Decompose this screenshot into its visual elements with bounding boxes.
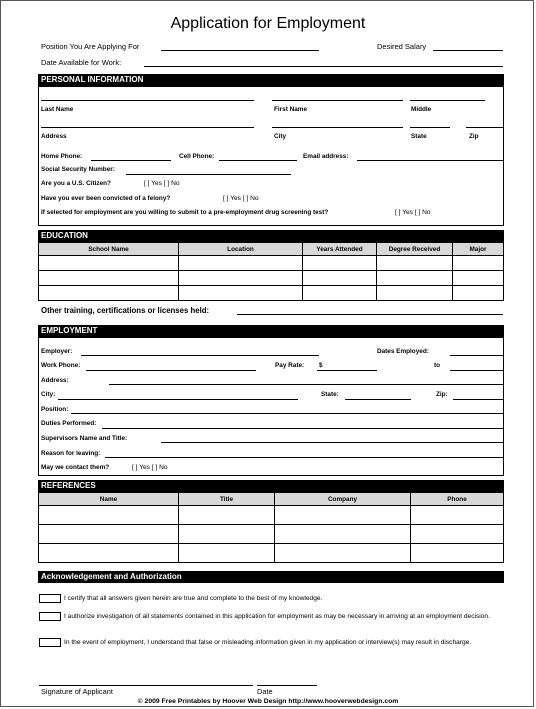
desired-salary-label: Desired Salary: [377, 42, 427, 51]
citizen-options[interactable]: [ ] Yes [ ] No: [144, 180, 180, 187]
table-cell[interactable]: [39, 525, 179, 544]
personal-info-section: [38, 86, 504, 226]
felony-question: Have you ever been convicted of a felony?: [41, 195, 171, 202]
table-cell[interactable]: [179, 506, 275, 525]
address-field[interactable]: [41, 127, 254, 128]
dates-employed-label: Dates Employed:: [377, 348, 429, 355]
home-phone-field[interactable]: [91, 160, 171, 161]
employer-zip-field[interactable]: [453, 399, 503, 400]
column-header: Degree Received: [377, 243, 453, 256]
state-field[interactable]: [410, 127, 450, 128]
last-name-field[interactable]: [41, 100, 254, 101]
table-cell[interactable]: [453, 256, 504, 271]
middle-name-label: Middle: [411, 106, 432, 113]
state-label: State: [411, 133, 427, 140]
column-header: Location: [179, 243, 303, 256]
ssn-label: Social Security Number:: [41, 166, 115, 173]
cell-phone-field[interactable]: [219, 160, 297, 161]
table-header-row: [39, 243, 504, 256]
footer-credit: © 2009 Free Printables by Hoover Web Design http://www.hooverwebdesign.com: [137, 698, 399, 705]
city-label: City: [274, 133, 287, 140]
table-cell[interactable]: [275, 544, 411, 563]
employer-state-label: State:: [321, 391, 339, 398]
felony-options[interactable]: [ ] Yes [ ] No: [223, 195, 259, 202]
dates-employed-to-field[interactable]: [450, 370, 503, 371]
table-cell[interactable]: [411, 544, 504, 563]
duties-field[interactable]: [102, 428, 503, 429]
employer-field[interactable]: [81, 355, 319, 356]
education-table: [38, 242, 504, 301]
signature-date-field[interactable]: [257, 685, 317, 686]
table-row: [39, 286, 504, 301]
references-header: REFERENCES: [38, 480, 504, 492]
first-name-label: First Name: [274, 106, 308, 113]
table-row: [39, 256, 504, 271]
table-cell[interactable]: [453, 271, 504, 286]
work-phone-label: Work Phone:: [41, 362, 81, 369]
employer-state-field[interactable]: [345, 399, 411, 400]
discharge-statement: In the event of employment, I understand that false or misleading information given in my application or interview(s) may result in discharge.: [64, 639, 472, 646]
employer-address-field[interactable]: [109, 384, 503, 385]
other-training-label: Other training, certifications or licenses held:: [41, 306, 210, 315]
signature-label: Signature of Applicant: [41, 687, 113, 696]
table-cell[interactable]: [179, 544, 275, 563]
signature-date-label: Date: [257, 687, 273, 696]
employer-zip-label: Zip:: [436, 391, 448, 398]
certify-checkbox[interactable]: [39, 594, 61, 603]
table-row: [39, 544, 504, 563]
date-available-label: Date Available for Work:: [41, 58, 122, 67]
address-label: Address: [41, 133, 67, 140]
table-cell[interactable]: [179, 256, 303, 271]
table-cell[interactable]: [453, 286, 504, 301]
position-label: Position You Are Applying For: [41, 42, 140, 51]
table-row: [39, 525, 504, 544]
table-cell[interactable]: [377, 271, 453, 286]
table-cell[interactable]: [179, 525, 275, 544]
table-cell[interactable]: [179, 271, 303, 286]
zip-label: Zip: [469, 133, 479, 140]
table-cell[interactable]: [377, 256, 453, 271]
contact-question: May we contact them?: [41, 464, 110, 471]
ssn-field[interactable]: [126, 174, 291, 175]
table-cell[interactable]: [303, 286, 377, 301]
dates-to-label: to: [434, 362, 441, 369]
table-cell[interactable]: [303, 271, 377, 286]
home-phone-label: Home Phone:: [41, 153, 83, 160]
reason-leaving-label: Reason for leaving:: [41, 450, 101, 457]
column-header: Title: [179, 493, 275, 506]
education-header: EDUCATION: [38, 230, 504, 242]
table-cell[interactable]: [39, 544, 179, 563]
column-header: Major: [453, 243, 504, 256]
table-cell[interactable]: [179, 286, 303, 301]
authorize-checkbox[interactable]: [39, 612, 61, 621]
position-held-field[interactable]: [71, 413, 503, 414]
desired-salary-field[interactable]: [433, 50, 503, 51]
email-label: Email address:: [303, 153, 349, 160]
table-cell[interactable]: [377, 286, 453, 301]
table-cell[interactable]: [275, 506, 411, 525]
cell-phone-label: Cell Phone:: [179, 153, 215, 160]
other-training-field[interactable]: [237, 314, 503, 315]
certify-statement: I certify that all answers given herein are true and complete to the best of my knowledge.: [64, 595, 323, 602]
discharge-checkbox[interactable]: [39, 638, 61, 647]
column-header: School Name: [39, 243, 179, 256]
employment-section: [38, 337, 504, 476]
dates-employed-from-field[interactable]: [450, 355, 503, 356]
table-header-row: [39, 493, 504, 506]
pay-rate-field[interactable]: [317, 370, 377, 371]
employer-city-label: City:: [41, 391, 56, 398]
column-header: Company: [275, 493, 411, 506]
page-title: Application for Employment: [170, 15, 366, 32]
authorize-statement: I authorize investigation of all statements contained in this application for employment as may be necessary in arriving at an employment decision.: [64, 613, 490, 620]
personal-info-header: PERSONAL INFORMATION: [38, 74, 504, 86]
reason-leaving-field[interactable]: [105, 457, 503, 458]
column-header: Name: [39, 493, 179, 506]
city-field[interactable]: [272, 127, 403, 128]
supervisor-field[interactable]: [161, 442, 503, 443]
table-row: [39, 506, 504, 525]
pay-dollar-sign: $: [319, 362, 323, 369]
acknowledgement-header: Acknowledgement and Authorization: [38, 571, 504, 583]
email-field[interactable]: [357, 160, 503, 161]
table-cell[interactable]: [303, 256, 377, 271]
supervisor-label: Supervisors Name and Title:: [41, 435, 128, 442]
table-cell[interactable]: [411, 506, 504, 525]
table-cell[interactable]: [39, 271, 179, 286]
date-available-field[interactable]: [144, 66, 503, 67]
citizen-question: Are you a U.S. Citizen?: [41, 180, 111, 187]
first-name-field[interactable]: [272, 100, 403, 101]
column-header: Phone: [411, 493, 504, 506]
table-cell[interactable]: [411, 525, 504, 544]
table-row: [39, 271, 504, 286]
contact-options[interactable]: [ ] Yes [ ] No: [132, 464, 168, 471]
references-table: [38, 492, 504, 563]
table-cell[interactable]: [39, 286, 179, 301]
employer-city-field[interactable]: [58, 399, 298, 400]
table-cell[interactable]: [39, 256, 179, 271]
position-held-label: Position:: [41, 406, 69, 413]
table-cell[interactable]: [275, 525, 411, 544]
position-field[interactable]: [161, 50, 319, 51]
table-cell[interactable]: [39, 506, 179, 525]
drug-test-options[interactable]: [ ] Yes [ ] No: [395, 209, 431, 216]
middle-name-field[interactable]: [410, 100, 485, 101]
signature-field[interactable]: [39, 685, 253, 686]
work-phone-field[interactable]: [86, 370, 256, 371]
last-name-label: Last Name: [41, 106, 74, 113]
column-header: Years Attended: [303, 243, 377, 256]
drug-test-question: If selected for employment are you willing to submit to a pre-employment drug screening test?: [41, 209, 329, 216]
employer-address-label: Address:: [41, 377, 69, 384]
duties-label: Duties Performed:: [41, 420, 97, 427]
employer-label: Employer:: [41, 348, 73, 355]
zip-field[interactable]: [466, 127, 504, 128]
employment-header: EMPLOYMENT: [38, 325, 504, 337]
pay-rate-label: Pay Rate:: [275, 362, 305, 369]
